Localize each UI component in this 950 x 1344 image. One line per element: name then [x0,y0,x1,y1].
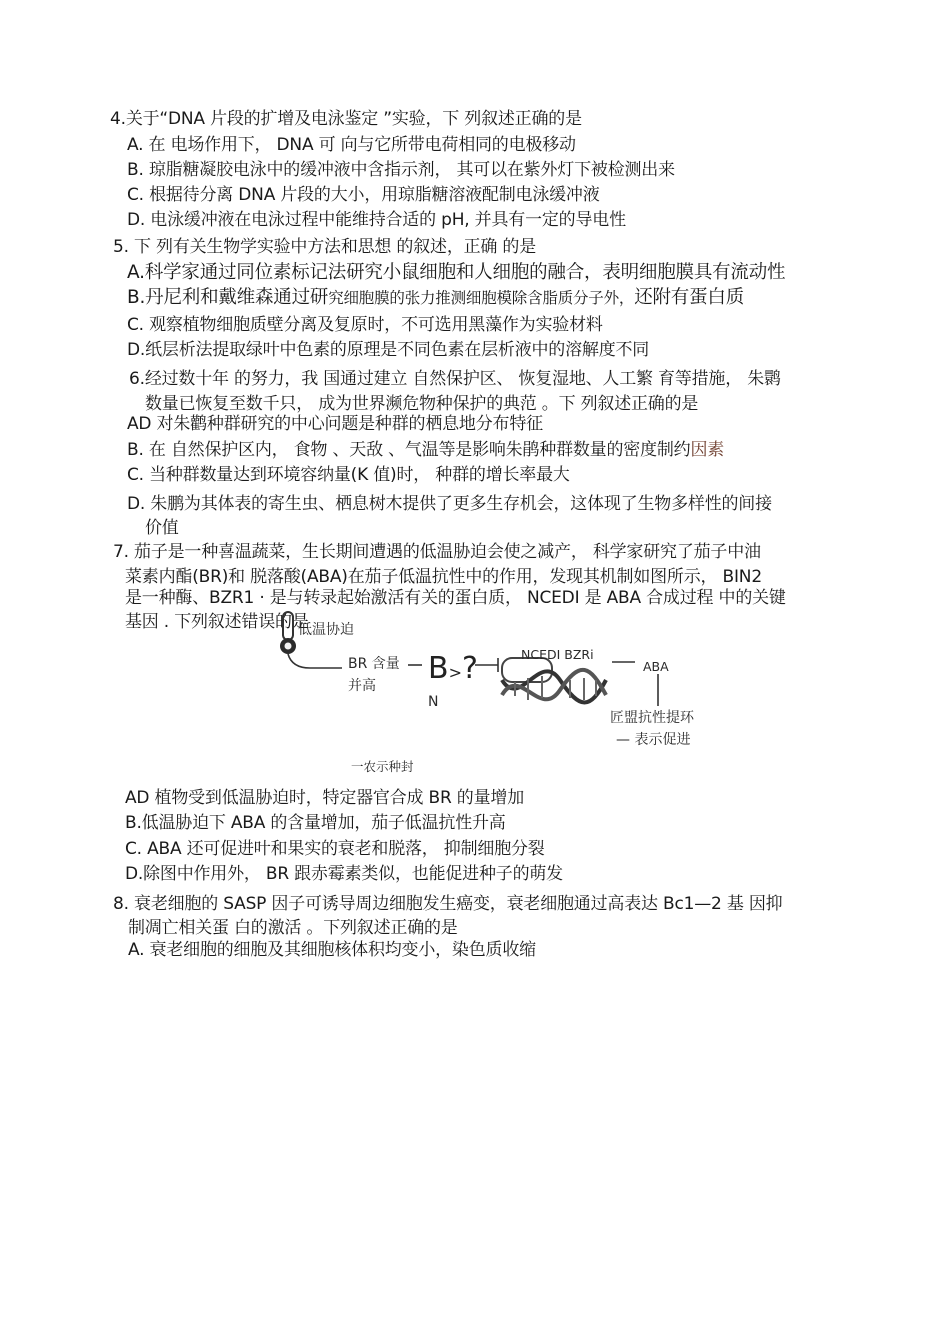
q5-option-d: D.纸层析法提取绿叶中色素的原理是不同色素在层析液中的溶解度不同 [127,340,650,360]
label-b [428,652,478,690]
stress-arrow [288,654,342,668]
q7-stem-line2: 菜素内酯(BR)和 脱落酸(ABA)在茄子低温抗性中的作用，发现其机制如图所示， BIN2 [125,567,762,587]
q5-option-c: C. 观察植物细胞质壁分离及复原时，不可选用黑藻作为实验材料 [127,315,603,335]
q7-option-a: AD 植物受到低温胁迫时，特定器官合成 BR 的量增加 [125,788,525,808]
q4-stem: 4.关于“DNA 片段的扩增及电泳鉴定 ”实验，下 列叙述正确的是 [110,109,582,129]
label-resistance: 匠盟抗性提环 [610,710,694,726]
q7-option-d: D.除图中作用外， BR 跟赤霉素类似，也能促进种子的萌发 [125,864,563,884]
q6-option-b [127,439,724,461]
q7-option-b: B.低温胁迫下 ABA 的含量增加，茄子低温抗性升高 [125,813,506,833]
thermometer-icon [280,612,296,654]
q4-option-c: C. 根据待分离 DNA 片段的大小，用琼脂糖溶液配制电泳缓冲液 [127,185,600,205]
label-legend-promote: — 表示促进 [616,732,691,748]
q7-stem-line1: 7. 茄子是一种喜温蔬菜，生长期间遭遇的低温胁迫会使之减产， 科学家研究了茄子中油 [113,542,761,562]
q6-stem-line2: 数量已恢复至数千只， 成为世界濒危物种保护的典范 。下 列叙述正确的是 [145,394,699,414]
q6-option-c: C. 当种群数量达到环境容纳量(K 值)时， 种群的增长率最大 [127,465,570,485]
q6-option-b-main: B. 在 自然保护区内， 食物 、天敌 、气温等是影响朱鹃种群数量的密度制约 [127,440,691,460]
label-b-letter: B [428,651,449,686]
label-br-content: BR 含量 [348,656,400,672]
q5-option-a: A.科学家通过同位素标记法研究小鼠细胞和人细胞的融合，表明细胞膜具有流动性 [127,262,786,283]
q4-option-a: A. 在 电场作用下， DNA 可 向与它所带电荷相同的电极移动 [127,135,576,155]
q4-option-b: B. 琼脂糖凝胶电泳中的缓冲液中含指示剂， 其可以在紫外灯下被检测出来 [127,160,675,180]
dna-helix-icon [502,658,606,703]
q6-option-a: AD 对朱鹳种群研究的中心问题是种群的栖息地分布特征 [127,414,543,434]
label-b-sub: > [448,663,462,682]
label-legend-caption: 一农示种封 [351,759,414,774]
q7-stem-line3: 是一种酶、BZR1 · 是与转录起始激活有关的蛋白质， NCEDI 是 ABA 合成过程 中的关键 [125,588,786,608]
q7-option-c: C. ABA 还可促进叶和果实的衰老和脱落， 抑制细胞分裂 [125,839,545,859]
q8-option-a: A. 衰老细胞的细胞及其细胞核体积均变小，染色质收缩 [128,940,536,960]
q4-option-d: D. 电泳缓冲液在电泳过程中能维持合适的 pH, 并具有一定的导电性 [127,210,626,230]
label-low-temp-stress: 低温协迫 [298,622,354,638]
q5-option-b-part2: 究细胞膜的张力推测细胞模除含脂质分子外， [328,289,635,307]
q6-option-d-line2: 价值 [145,518,179,538]
label-nced-bzr: NCEDI BZRi [521,647,594,662]
q5-stem: 5. 下 列有关生物学实验中方法和思想 的叙述，正确 的是 [113,237,537,257]
q5-option-b-part3: 还附有蛋白质 [634,287,745,308]
q5-option-b [127,287,744,309]
q6-option-b-tail: 因素 [690,440,725,460]
q6-option-d-line1: D. 朱鹏为其体表的寄生虫、栖息树木提供了更多生存机会，这体现了生物多样性的间接 [127,494,772,514]
q6-stem-line1: 6.经过数十年 的努力，我 国通过建立 自然保护区、 恢复湿地、人工繁 育等措施， 朱鹮 [129,369,781,389]
label-aba: ABA [643,659,669,674]
label-b-question: ? [462,651,478,686]
q7-stem-line4: 基因 . 下列叙述错误的是 [125,612,309,632]
q8-stem-line2: 制凋亡相关蛋 白的激活 。下列叙述正确的是 [128,918,458,938]
label-br-rise: 并高 [348,678,376,694]
q5-option-b-part1: B.丹尼利和戴维森通过研 [127,287,329,308]
q8-stem-line1: 8. 衰老细胞的 SASP 因子可诱导周边细胞发生癌变，衰老细胞通过高表达 Bc1—2 基 因抑 [113,894,783,914]
label-n: N [428,694,439,710]
